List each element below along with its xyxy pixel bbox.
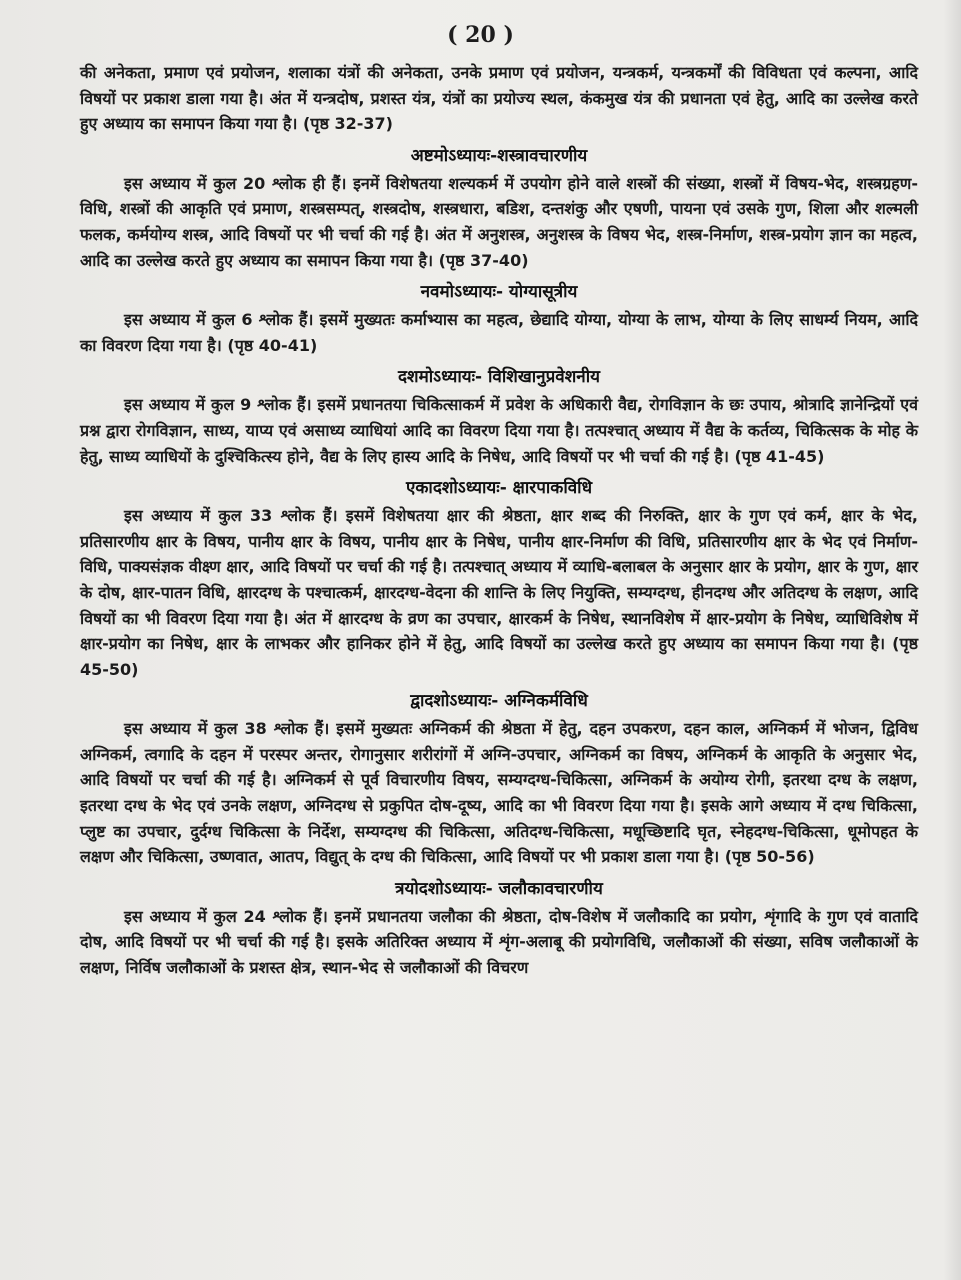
page-edge-shadow xyxy=(943,0,961,1280)
section-heading: त्रयोदशोऽध्यायः- जलौकावचारणीय xyxy=(395,878,603,899)
section-heading: अष्टमोऽध्यायः-शस्त्रावचारणीय xyxy=(410,145,588,166)
section-paragraph: इस अध्याय में कुल 6 श्लोक हैं। इसमें मुख्यतः कर्माभ्यास का महत्व, छेद्यादि योग्या, योग्या के लाभ, योग्या के लिए साधर्म्य नियम, आदि का विवरण दिया गया है। (पृष्ठ 40-41) xyxy=(80,310,918,355)
section-paragraph: इस अध्याय में कुल 38 श्लोक हैं। इसमें मुख्यतः अग्निकर्म की श्रेष्ठता में हेतु, दहन उपकरण, दहन काल, अग्निकर्म में भोजन, द्विविध अग्निकर्म, त्वगादि के दहन में परस्पर अन्तर, रोगानुसार शरीरांगों में अग्नि-उपचार, अग्निकर्म का विषय, अग्निकर्म के आकृति के अनुसार भेद, आदि विषयों पर चर्चा की गई है। अग्निकर्म से पूर्व विचारणीय विषय, सम्यग्दग्ध-चिकित्सा, अग्निकर्म के अयोग्य रोगी, इतरथा दग्ध के लक्षण, इतरथा दग्ध के भेद एवं उनके लक्षण, अग्निदग्ध से प्रकुपित दोष-दूष्य, आदि का भी विवरण दिया गया है। इसके आगे अध्याय में दग्ध चिकित्सा, प्लुष्ट का उपचार, दुर्दग्ध चिकित्सा के निर्देश, सम्यग्दग्ध की चिकित्सा, अतिदग्ध-चिकित्सा, मधूच्छिष्टादि घृत, स्नेहदग्ध-चिकित्सा, धूमोपहत के लक्षण और चिकित्सा, उष्णवात, आतप, विद्युत् के दग्ध की चिकित्सा, आदि विषयों पर भी प्रकाश डाला गया है। (पृष्ठ 50-56) xyxy=(80,719,918,867)
page-number: ( 20 ) xyxy=(447,22,514,48)
section-paragraph: इस अध्याय में कुल 9 श्लोक हैं। इसमें प्रधानतया चिकित्साकर्म में प्रवेश के अधिकारी वैद्य, रोगविज्ञान के छः उपाय, श्रोत्रादि ज्ञानेन्द्रियों एवं प्रश्न द्वारा रोगविज्ञान, साध्य, याप्य एवं असाध्य व्याधियां आदि का विवरण दिया गया है। तत्पश्चात् अध्याय में वैद्य के कर्तव्य, चिकित्सक के मोह के हेतु, साध्य व्याधियों के दुश्चिकित्स्य होने, वैद्य के लिए हास्य आदि के निषेध, आदि विषयों पर भी चर्चा की गई है। (पृष्ठ 41-45) xyxy=(80,395,918,466)
section-heading: एकादशोऽध्यायः- क्षारपाकविधि xyxy=(405,478,593,499)
section-paragraph: इस अध्याय में कुल 24 श्लोक हैं। इनमें प्रधानतया जलौका की श्रेष्ठता, दोष-विशेष में जलौकादि का प्रयोग, शृंगादि के गुण एवं वातादि दोष, आदि विषयों पर भी चर्चा की गई है। इसके अतिरिक्त अध्याय में शृंग-अलाबू की प्रयोगविधि, जलौकाओं की संख्या, सविष जलौकाओं के लक्षण, निर्विष जलौकाओं के प्रशस्त क्षेत्र, स्थान-भेद से जलौकाओं की विचरण xyxy=(80,906,918,978)
intro-paragraph: की अनेकता, प्रमाण एवं प्रयोजन, शलाका यंत्रों की अनेकता, उनके प्रमाण एवं प्रयोजन, यन्त्रकर्म, यन्त्रकर्मों की विविधता एवं कल्पना, आदि विषयों पर प्रकाश डाला गया है। अंत में यन्त्रदोष, प्रशस्त यंत्र, यंत्रों का प्रयोज्य स्थल, कंकमुख यंत्र की प्रधानता एवं हेतु, आदि का उल्लेख करते हुए अध्याय का समापन किया गया है। (पृष्ठ 32-37) xyxy=(80,63,918,134)
section-paragraph: इस अध्याय में कुल 33 श्लोक हैं। इसमें विशेषतया क्षार की श्रेष्ठता, क्षार शब्द की निरुक्ति, क्षार के गुण एवं कर्म, क्षार के भेद, प्रतिसारणीय क्षार के विषय, पानीय क्षार के विषय, पानीय क्षार के निषेध, पानीय क्षार-निर्माण की विधि, प्रतिसारणीय क्षार के भेद एवं निर्माण-विधि, पाक्यसंज्ञक वीक्ष्ण क्षार, आदि विषयों पर चर्चा की गई है। तत्पश्चात् अध्याय में व्याधि-बलाबल के अनुसार क्षार के प्रयोग, क्षार के गुण, क्षार के दोष, क्षार-पातन विधि, क्षारदग्ध के पश्चात्कर्म, क्षारदग्ध-वेदना की शान्ति के लिए नियुक्ति, सम्यग्दग्ध, हीनदग्ध और अतिदग्ध के लक्षण, आदि विषयों का भी विवरण दिया गया है। अंत में क्षारदग्ध के व्रण का उपचार, क्षारकर्म के निषेध, स्थानविशेष में क्षार-प्रयोग के निषेध, व्याधिविशेष में क्षार-प्रयोग का निषेध, क्षार के लाभकर और हानिकर होने में हेतु, आदि विषयों का उल्लेख करते हुए अध्याय का समापन किया गया है। (पृष्ठ 45-50) xyxy=(80,506,918,679)
page-body xyxy=(80,60,918,981)
section-heading: नवमोऽध्यायः- योग्यासूत्रीय xyxy=(420,282,578,303)
section-paragraph: इस अध्याय में कुल 20 श्लोक ही हैं। इनमें विशेषतया शल्यकर्म में उपयोग होने वाले शस्त्रों की संख्या, शस्त्रों में विषय-भेद, शस्त्रग्रहण-विधि, शस्त्रों की आकृति एवं प्रमाण, शस्त्रसम्पत्, शस्त्रदोष, शस्त्रधारा, बडिश, दन्तशंकु और एषणी, पायना एवं उसके गुण, शिला और शल्मली फलक, कर्मयोग्य शस्त्र, आदि विषयों पर भी चर्चा की गई है। अंत में अनुशस्त्र, अनुशस्त्र के विषय भेद, शस्त्र-निर्माण, शस्त्र-प्रयोग ज्ञान का महत्व, आदि का उल्लेख करते हुए अध्याय का समापन किया गया है। (पृष्ठ 37-40) xyxy=(80,173,918,270)
section-heading: दशमोऽध्यायः- विशिखानुप्रवेशनीय xyxy=(398,367,600,388)
section-heading: द्वादशोऽध्यायः- अग्निकर्मविधि xyxy=(410,691,588,712)
